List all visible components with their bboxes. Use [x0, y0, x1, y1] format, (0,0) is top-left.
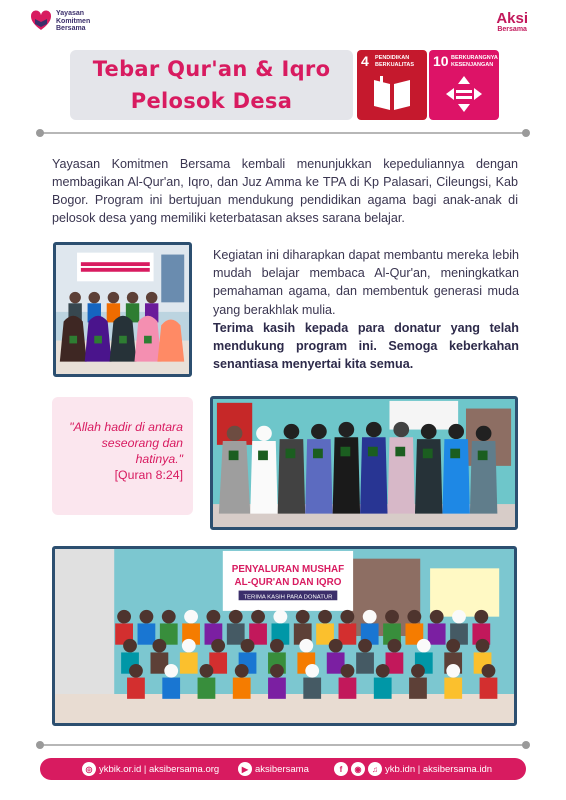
- equality-arrows-icon: [444, 74, 484, 114]
- logo-line-2: Komitmen: [56, 17, 91, 25]
- quote-box: [52, 397, 193, 515]
- photo-group-children: [52, 546, 517, 726]
- bottom-divider: [40, 744, 526, 746]
- brand-line-2: Bersama: [497, 26, 527, 33]
- banner-line-2: AL-QUR'AN DAN IQRO: [234, 576, 342, 588]
- sdg-4-number: 4: [361, 53, 369, 69]
- ykb-logo-text: [56, 10, 90, 33]
- intro-paragraph: Yayasan Komitmen Bersama kembali menunjukkan kepeduliannya dengan membagikan Al-Qur'an, Iqro, dan Juz Amma ke TPA di Kp Palasari, Cileungsi, Kab Bogor. Program ini bertujuan mendukung pendidikan agama bagi anak-anak di pelosok desa yang memiliki keterbatasan akses sarana belajar.: [52, 157, 518, 225]
- banner-line-1: PENYALURAN MUSHAF: [231, 564, 345, 576]
- footer-bar: [40, 758, 526, 780]
- sdg-10-label: BERKURANGNYA KESENJANGAN: [451, 55, 498, 68]
- logo-line-1: Yayasan: [56, 10, 85, 17]
- tiktok-icon: ♫: [368, 762, 382, 776]
- youtube-icon: ▶: [238, 762, 252, 776]
- page-title-line-1: Tebar Qur'an & Iqro: [92, 57, 331, 81]
- thank-you-text: Terima kasih kepada para donatur yang telah mendukung program ini. Semoga keberkahan senantiasa menyertai kita semua.: [213, 320, 519, 372]
- facebook-icon: f: [334, 762, 348, 776]
- book-icon: [372, 74, 412, 112]
- web-icon: ◎: [82, 762, 96, 776]
- title-box: [70, 50, 353, 120]
- footer-youtube-text: aksibersama: [255, 763, 309, 775]
- footer-websites-text: ykbik.or.id | aksibersama.org: [99, 763, 220, 775]
- sdg-10-tile: [429, 50, 499, 120]
- photo-women-with-quran: [210, 396, 518, 530]
- aksi-bersama-logo: [496, 12, 528, 34]
- instagram-icon: ◉: [351, 762, 365, 776]
- top-divider: [40, 132, 526, 134]
- sdg-4-label: PENDIDIKAN BERKUALITAS: [375, 55, 415, 68]
- footer-websites[interactable]: [82, 762, 219, 776]
- heart-book-logo-icon: [30, 10, 52, 32]
- quote-reference: [Quran 8:24]: [114, 468, 183, 482]
- program-description: [213, 246, 519, 373]
- footer-youtube[interactable]: [238, 762, 309, 776]
- footer-socials-text: ykb.idn | aksibersama.idn: [385, 763, 493, 775]
- program-description-text: Kegiatan ini diharapkan dapat membantu mereka lebih mudah belajar membaca Al-Qur'an, meningkatkan pemahaman agama, dan membentuk generasi muda yang berakhlak mulia.: [213, 248, 519, 317]
- sdg-10-number: 10: [433, 53, 449, 69]
- logo-line-3: Bersama: [56, 25, 86, 32]
- photo-children-with-banner: [53, 242, 192, 377]
- footer-socials[interactable]: [334, 762, 492, 776]
- page-title-line-2: Pelosok Desa: [130, 89, 293, 113]
- brand-line-1: Aksi: [496, 10, 528, 27]
- quote-text: "Allah hadir di antara seseorang dan hatinya.": [69, 420, 183, 466]
- ykb-logo: [30, 10, 90, 33]
- banner-line-3: TERIMA KASIH PARA DONATUR: [243, 594, 333, 601]
- sdg-4-tile: [357, 50, 427, 120]
